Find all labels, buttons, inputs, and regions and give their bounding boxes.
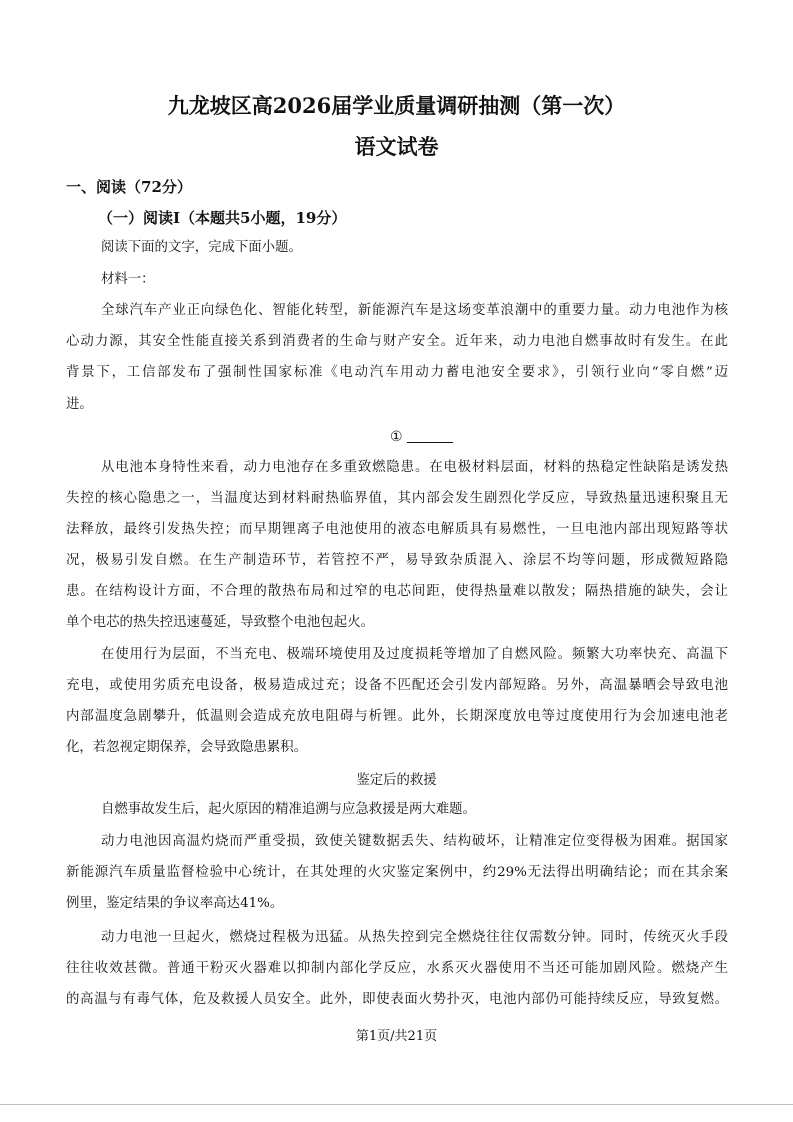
paragraph-line: 充电，或使用劣质充电设备，极易造成过充；设备不匹配还会引发内部短路。另外，高温暴晒会导致电池 [66,678,728,693]
page-number: 第1页/共21页 [355,1029,438,1044]
paragraph-line: 往往收效甚微。普通干粉灭火器难以抑制内部化学反应，水系灭火器使用不当还可能加剧风险。燃烧产生 [66,961,728,976]
material-label: 材料一： [101,272,155,287]
paragraph-line: 内部温度急剧攀升，低温则会造成充放电阻碍与析锂。此外，长期深度放电等过度使用行为会加速电池老 [66,709,728,724]
page-divider [0,1104,793,1105]
exam-title: 九龙坡区高2026届学业质量调研抽测（第一次） [167,93,626,118]
paragraph-line: 单个电芯的热失控迅速蔓延，导致整个电池包起火。 [66,615,374,630]
section-heading: 一、阅读（72分） [66,178,192,196]
paragraph-line: 动力电池因高温灼烧而严重受损，致使关键数据丢失、结构破坏，让精准定位变得极为困难。据国家 [101,834,728,849]
subsection-heading: （一）阅读Ⅰ（本题共5小题，19分） [98,209,347,227]
paragraph-line: 动力电池一旦起火，燃烧过程极为迅猛。从热失控到完全燃烧往往仅需数分钟。同时，传统灭火手段 [101,930,728,945]
fill-blank-heading [390,428,453,445]
exam-subtitle: 语文试卷 [354,134,439,159]
paragraph-line: 法释放，最终引发热失控；而早期锂离子电池使用的液态电解质具有易燃性，一旦电池内部出现短路等状 [66,522,728,537]
instruction-text: 阅读下面的文字，完成下面小题。 [101,240,302,255]
section-title: 鉴定后的救援 [356,773,437,788]
paragraph-line: 新能源汽车质量监督检验中心统计，在其处理的火灾鉴定案例中，约29%无法得出明确结论；而在其余案 [66,865,728,880]
paragraph-line: 化，若忽视定期保养，会导致隐患累积。 [66,740,308,755]
paragraph-line: 失控的核心隐患之一，当温度达到材料耐热临界值，其内部会发生剧烈化学反应，导致热量迅速积聚且无 [66,491,728,506]
blank-underline [407,428,453,443]
paragraph-line: 从电池本身特性来看，动力电池存在多重致燃隐患。在电极材料层面，材料的热稳定性缺陷是诱发热 [101,460,728,475]
paragraph-line: 自燃事故发生后，起火原因的精准追溯与应急救援是两大难题。 [101,802,476,817]
paragraph-line: 心动力源，其安全性能直接关系到消费者的生命与财产安全。近年来，动力电池自燃事故时有发生。在此 [66,334,728,349]
paragraph-line: 例里，鉴定结果的争议率高达41%。 [66,896,284,911]
paragraph-line: 背景下，工信部发布了强制性国家标准《电动汽车用动力蓄电池安全要求》，引领行业向“零自燃”迈 [66,365,728,380]
paragraph-line: 的高温与有毒气体，危及救援人员安全。此外，即使表面火势扑灭，电池内部仍可能持续反应，导致复燃。 [66,992,728,1007]
paragraph-line: 况，极易引发自燃。在生产制造环节，若管控不严，易导致杂质混入、涂层不均等问题，形成微短路隐 [66,553,728,568]
paragraph-line: 在使用行为层面，不当充电、极端环境使用及过度损耗等增加了自燃风险。频繁大功率快充、高温下 [101,647,728,662]
paragraph-line: 患。在结构设计方面，不合理的散热布局和过窄的电芯间距，使得热量难以散发；隔热措施的缺失，会让 [66,584,728,599]
blank-number: ① [390,429,403,445]
paragraph-line: 全球汽车产业正向绿色化、智能化转型，新能源汽车是这场变革浪潮中的重要力量。动力电池作为核 [101,303,728,318]
paragraph-line: 进。 [66,397,93,412]
